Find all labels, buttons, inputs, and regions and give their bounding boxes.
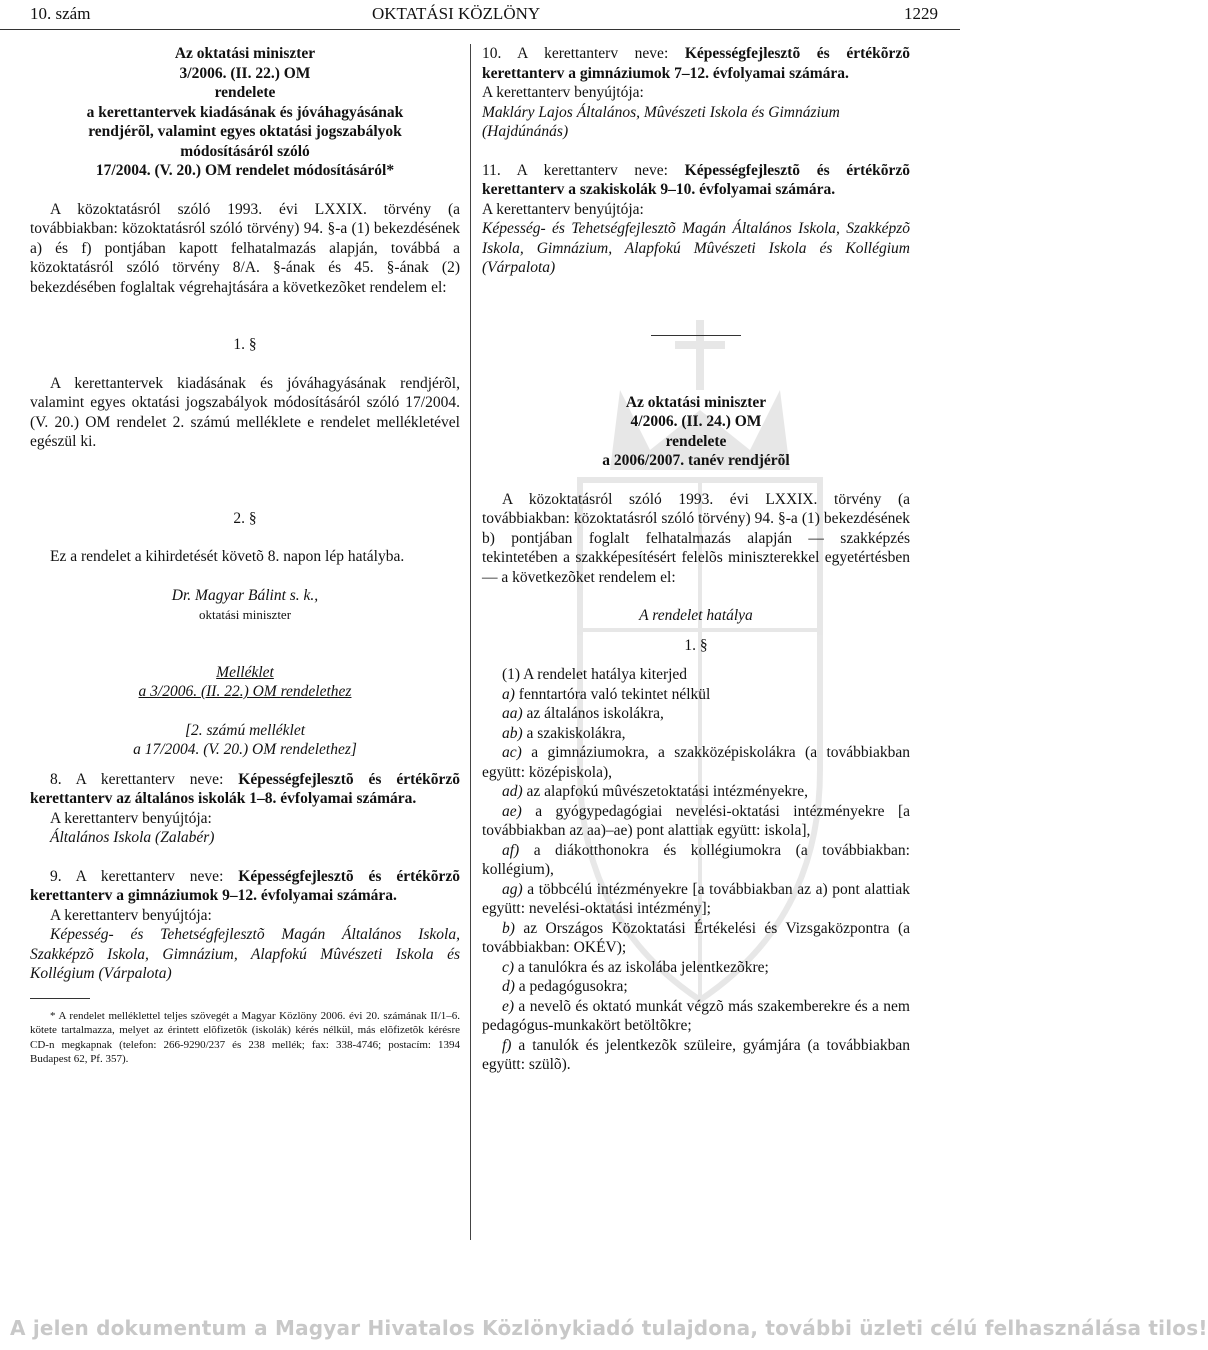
preamble-2: A közoktatásról szóló 1993. évi LXXIX. törvény (a továbbiakban: közoktatásról szóló törvény) 94. §-a (1) bekezdésének b) pontjában foglalt felhatalmazás alapján — szakképzés tekintetében a szakképesítésért felelõs miniszterekkel egyetértésben — a következõket rendelem el: — [482, 490, 910, 586]
decree-title-4-2006 — [482, 393, 910, 471]
annex2-reference: a 17/2004. (V. 20.) OM rendelethez] — [133, 741, 357, 758]
ownership-notice: A jelen dokumentum a Magyar Hivatalos Közlönykiadó tulajdona, további üzleti célú felhasználása tilos! — [10, 1316, 1208, 1340]
title-line: Az oktatási miniszter — [174, 45, 316, 62]
section-2-heading: 2. § — [233, 509, 257, 527]
section-1-heading-right: 1. § — [684, 636, 708, 654]
title-line: rendjérõl, valamint egyes oktatási jogszabályok — [88, 123, 402, 140]
section-1-text: A kerettantervek kiadásának és jóváhagyásának rendjérõl, valamint egyes oktatási jogszabályok módosításáról szóló 17/2004. (V. 20.) OM rendelet 2. számú melléklete e rendelet mellékletével egészül ki. — [30, 374, 460, 450]
title-line: 17/2004. (V. 20.) OM rendelet módosításáról* — [95, 162, 395, 179]
section-1-heading: 1. § — [233, 336, 257, 353]
framework-item-8 — [30, 770, 460, 848]
list-item: (1) A rendelet hatálya kiterjed — [502, 666, 688, 683]
list-item: d) a pedagógusokra; — [502, 978, 628, 995]
scope-list — [482, 665, 910, 1075]
footnote: * A rendelet melléklettel teljes szövegét a Magyar Közlöny 2006. évi 20. számának II/1–6. kötete tartalmazza, melyet az érintett elõfizetõk (iskolák) kérés nélkül, más elõfizetõk kérésre CD-n megkapnak (telefon: 266-9290/237 és 238 mellék; fax: 338-4746; postacím: 1394 Budapest 62, Pf. 357). — [30, 1009, 460, 1065]
item-prefix: 11. A kerettanterv neve: — [482, 161, 685, 179]
title-line: 3/2006. (II. 22.) OM — [179, 64, 311, 82]
submitter: Képesség- és Tehetségfejlesztõ Magán Általános Iskola, Szakképzõ Iskola, Gimnázium, Alapfokú Mûvészeti Iskola és Kollégium (Várpalota) — [482, 220, 910, 276]
subheading: A rendelet hatálya — [639, 607, 753, 624]
list-item: c) a tanulókra és az iskolába jelentkezõkre; — [502, 958, 769, 976]
journal-title: OKTATÁSI KÖZLÖNY — [372, 4, 541, 23]
submitter: Makláry Lajos Általános, Mûvészeti Iskola és Gimnázium (Hajdúnánás) — [482, 103, 840, 140]
list-item: ac) a gimnáziumokra, a szakközépiskolákra (a továbbiakban együtt: középiskola), — [482, 744, 910, 781]
left-column — [30, 44, 460, 1067]
annex-reference: a 3/2006. (II. 22.) OM rendelethez — [138, 683, 352, 700]
title-line: 4/2006. (II. 24.) OM — [630, 413, 762, 430]
list-item: af) a diákotthonokra és kollégiumokra (a továbbiakban: kollégium), — [482, 841, 910, 878]
submitter-label: A kerettanterv benyújtója: — [482, 84, 644, 101]
list-item: ad) az alapfokú mûvészetoktatási intézményekre, — [502, 783, 809, 800]
list-item: aa) az általános iskolákra, — [502, 705, 664, 722]
list-item: b) az Országos Közoktatási Értékelési és Vizsgaközpontra (a továbbiakban: OKÉV); — [482, 919, 910, 956]
list-item: ab) a szakiskolákra, — [502, 724, 626, 742]
list-item: ae) a gyógypedagógiai nevelési-oktatási intézményekre [a továbbiakban az aa)–ae) pont alattiak együtt: iskola], — [482, 802, 910, 839]
title-line: a 2006/2007. tanév rendjérõl — [602, 452, 790, 469]
title-line: módosításáról szóló — [180, 142, 310, 160]
item-prefix: 8. A kerettanterv neve: — [50, 770, 239, 788]
preamble: A közoktatásról szóló 1993. évi LXXIX. törvény (a továbbiakban: közoktatásról szóló törvény) 94. §-a (1) bekezdésének a) és f) pontjában kapott felhatalmazás alapján, továbbá a közoktatásról szóló törvény 8/A. §-ának és 45. §-ának (2) bekezdésében foglaltak végrehajtására a következõket rendelem el: — [30, 200, 460, 296]
title-line: rendelete — [214, 84, 276, 101]
page-number: 1229 — [904, 4, 938, 23]
signer-title: oktatási miniszter — [198, 607, 292, 622]
item-prefix: 9. A kerettanterv neve: — [50, 867, 239, 885]
title-line: a kerettantervek kiadásának és jóváhagyásának — [86, 103, 404, 121]
annex-title: Melléklet — [216, 663, 274, 681]
page-header — [0, 0, 960, 30]
item-name: Képességfejlesztõ és értékõrzõ kerettanterv a szakiskolák 9–10. évfolyamai számára. — [482, 161, 910, 198]
item-prefix: 10. A kerettanterv neve: — [482, 45, 685, 62]
list-item: a) fenntartóra való tekintet nélkül — [502, 685, 711, 703]
right-column — [482, 44, 910, 1075]
footnote-separator — [30, 998, 90, 999]
decree-title-3-2006 — [30, 44, 460, 181]
framework-item-11 — [482, 161, 910, 278]
submitter-label: A kerettanterv benyújtója: — [50, 906, 212, 924]
title-line: Az oktatási miniszter — [625, 393, 767, 411]
item-name: Képességfejlesztõ és értékõrzõ kerettanterv a gimnáziumok 9–12. évfolyamai számára. — [30, 867, 461, 904]
submitter-label: A kerettanterv benyújtója: — [50, 809, 212, 827]
item-name: Képességfejlesztõ és értékõrzõ kerettanterv a gimnáziumok 7–12. évfolyamai számára. — [482, 45, 911, 82]
framework-item-10 — [482, 44, 910, 142]
section-2-text: Ez a rendelet a kihirdetését követõ 8. napon lép hatályba. — [50, 548, 405, 565]
annex2-title: [2. számú melléklet — [184, 721, 306, 739]
title-line: rendelete — [665, 432, 727, 450]
list-item: ag) a többcélú intézményekre [a továbbiakban az a) pont alattiak együtt: nevelési-oktatási intézmény]; — [482, 880, 910, 917]
column-divider — [470, 44, 471, 1240]
list-item: f) a tanulók és jelentkezõk szüleire, gyámjára (a továbbiakban együtt: szülõ). — [482, 1036, 910, 1073]
submitter-label: A kerettanterv benyújtója: — [482, 200, 644, 218]
submitter: Általános Iskola (Zalabér) — [50, 829, 215, 846]
framework-item-9 — [30, 867, 460, 984]
issue-number: 10. szám — [30, 4, 91, 23]
list-item: e) a nevelõ és oktató munkát végzõ más szakemberekre és a nem pedagógus-munkakört betöltõkre; — [482, 997, 910, 1034]
signer-name: Dr. Magyar Bálint s. k., — [171, 586, 319, 604]
item-name: Képességfejlesztõ és értékõrzõ kerettanterv az általános iskolák 1–8. évfolyamai számára. — [30, 770, 461, 807]
submitter: Képesség- és Tehetségfejlesztõ Magán Általános Iskola, Szakképzõ Iskola, Gimnázium, Alapfokú Mûvészeti Iskola és Kollégium (Várpalota) — [30, 926, 460, 982]
